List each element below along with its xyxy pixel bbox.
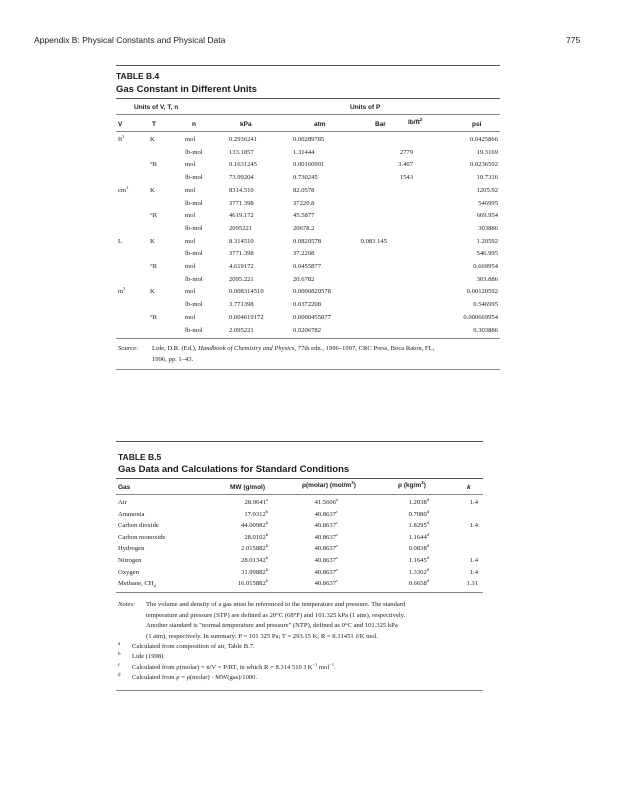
table-cell: 0.0820578: [293, 237, 322, 245]
table-b5-label: TABLE B.5: [118, 452, 162, 462]
footnote-mark: d: [118, 673, 121, 679]
table-cell: lb-mol: [185, 326, 203, 334]
table-cell: mol: [185, 212, 196, 220]
table-b4-col-psi: psi: [472, 121, 482, 128]
footnote-mark: b: [118, 652, 121, 658]
table-cell: 0.004619172: [229, 313, 264, 321]
table-cell: 0.1631245: [229, 161, 258, 169]
molecular-weight: 28.01342$^b$: [241, 554, 268, 564]
molecular-weight: 2.015882$^b$: [241, 543, 268, 553]
molar-density: 41.5606$^a$: [314, 496, 338, 506]
footnote-text: Lide (1998).: [132, 653, 165, 661]
table-cell: 0.669954: [473, 263, 498, 270]
density: 0.0838$^d$: [408, 543, 429, 553]
table-b5-col-mw: MW (g/mol): [230, 484, 266, 491]
table-b5-title-rule: [116, 478, 483, 479]
table-cell: 0.00160991: [293, 161, 325, 169]
table-cell: L: [118, 237, 123, 245]
table-cell: 2095.221: [229, 275, 254, 283]
molecular-weight: 28.9641$^a$: [244, 496, 268, 506]
table-cell: 1.20592: [476, 237, 498, 245]
heat-capacity-ratio: 1.31: [466, 580, 478, 588]
table-cell: 73.99204: [229, 174, 254, 182]
table-b5-bottom-rule: [116, 592, 483, 593]
table-b5-title: Gas Data and Calculations for Standard Conditions: [118, 464, 350, 475]
footnote-text: Calculated from ρ = ρ(molar) · MW(gas)/1000.: [132, 674, 258, 682]
table-cell: K: [150, 136, 155, 143]
table-b5-col-k: k: [467, 484, 471, 491]
table-b5-top-rule: [116, 441, 483, 442]
table-cell: lb-mol: [185, 148, 203, 156]
table-cell: °R: [150, 161, 158, 169]
table-cell: 0.000669954: [463, 313, 498, 321]
density: 1.2038$^d$: [408, 496, 429, 506]
table-cell: 0.00289785: [293, 136, 325, 143]
table-b5-note-line: The volume and density of a gas must be referenced to the temperature and pressure. The standard: [146, 601, 406, 608]
density: 1.1644$^d$: [408, 531, 429, 541]
table-cell: 3771.398: [229, 250, 254, 258]
table-b4-bottom-rule: [116, 338, 500, 339]
table-cell: 82.0578: [293, 186, 315, 194]
table-cell: 45.5877: [293, 212, 315, 220]
table-cell: mol: [185, 186, 196, 194]
gas-name: Hydrogen: [118, 545, 145, 553]
table-b4-col-kpa: kPa: [240, 121, 252, 128]
table-cell: 1543: [399, 174, 413, 182]
table-cell: $ft^3$: [118, 133, 125, 143]
table-cell: 0.008314510: [229, 288, 264, 296]
gas-name: Oxygen: [118, 568, 139, 576]
density: 1.8295$^d$: [408, 520, 429, 530]
table-cell: 133.1857: [229, 148, 254, 156]
table-b4-header-rule: [116, 131, 500, 132]
table-b5-notes-label: Notes:: [118, 601, 136, 608]
gas-name: Carbon dioxide: [118, 522, 159, 530]
molecular-weight: 28.0102$^b$: [244, 531, 268, 541]
table-cell: °R: [150, 263, 158, 270]
footnote-text: Calculated from ρ(molar) = n/V = P/RT, in which R = 8.314 510 J $K^{-1}$ mol$^{-1}$.: [132, 661, 336, 671]
table-b4-group-left: Units of V, T, n: [134, 104, 179, 111]
density: 0.7080$^d$: [408, 508, 429, 518]
table-cell: 0.546995: [473, 301, 498, 309]
table-b4-col-bar: Bar: [375, 121, 386, 128]
table-cell: 2095221: [229, 224, 253, 232]
table-cell: lb-mol: [185, 275, 203, 283]
table-cell: 669.954: [476, 212, 498, 220]
table-cell: K: [150, 237, 155, 245]
table-cell: mol: [185, 161, 196, 169]
table-cell: lb-mol: [185, 174, 203, 182]
running-header: Appendix B: Physical Constants and Physical Data: [34, 35, 226, 45]
table-b5-col-rho: ρ $(kg/m^3)$: [398, 479, 426, 489]
table-cell: K: [150, 288, 155, 296]
table-cell: °R: [150, 313, 158, 321]
table-cell: 19.3169: [476, 148, 498, 156]
table-cell: mol: [185, 313, 196, 321]
table-cell: 2.095221: [229, 326, 254, 334]
table-cell: $cm^3$: [118, 184, 129, 194]
molar-density: 40.8637$^c$: [314, 543, 338, 553]
table-cell: mol: [185, 237, 196, 245]
footnote-mark: c: [118, 662, 121, 668]
footnote-mark: a: [118, 642, 121, 647]
table-b4-col-atm: atm: [314, 121, 326, 128]
gas-name: Nitrogen: [118, 557, 142, 564]
table-cell: 0.0455877: [293, 263, 322, 270]
table-cell: 0.0425866: [469, 136, 498, 143]
molecular-weight: 44.00982$^b$: [241, 520, 268, 530]
table-b4-source-line2: 1996, pp. 1–43.: [152, 356, 194, 363]
table-cell: mol: [185, 288, 196, 296]
heat-capacity-ratio: 1.4: [469, 557, 478, 564]
table-b4-title: Gas Constant in Different Units: [116, 84, 257, 95]
table-b4-col-n: n: [192, 121, 196, 128]
heat-capacity-ratio: 1.4: [469, 499, 478, 506]
molecular-weight: 31.99882$^b$: [241, 566, 268, 576]
table-cell: 0.303886: [473, 326, 498, 334]
table-cell: 8314.510: [229, 186, 254, 194]
table-cell: 3771.398: [229, 199, 254, 207]
table-cell: 4619.172: [229, 212, 254, 220]
table-cell: 0.2936241: [229, 136, 258, 143]
table-cell: 546995: [478, 199, 498, 207]
table-cell: 0.0236592: [469, 161, 498, 169]
table-b4-source-line1: Lide, D.R. (Ed.), Handbook of Chemistry and Physics, 77th edn., 1996–1997, CRC Press, Boca Raton, FL,: [152, 345, 435, 352]
table-cell: lb-mol: [185, 250, 203, 258]
table-b4-source-label: Source:: [118, 345, 139, 352]
table-b4-group-right-rule: [226, 114, 500, 115]
gas-name: Ammonia: [118, 510, 145, 518]
table-cell: 0.730245: [293, 174, 318, 182]
table-cell: 303886: [478, 224, 498, 232]
table-b5-header-rule: [116, 494, 483, 495]
gas-name: Carbon monoxide: [118, 533, 166, 541]
gas-name: Air: [118, 499, 127, 506]
table-cell: 3.771398: [229, 301, 254, 309]
table-cell: 37.2208: [293, 250, 315, 258]
footnote-text: Calculated from composition of air, Table B.7.: [132, 643, 255, 650]
heat-capacity-ratio: 1.4: [469, 568, 478, 576]
table-cell: 546.995: [476, 250, 498, 258]
molar-density: 40.8637$^c$: [314, 531, 338, 541]
molar-density: 40.8637$^c$: [314, 578, 338, 588]
table-b4-end-rule: [116, 369, 500, 370]
table-cell: K: [150, 186, 155, 194]
heat-capacity-ratio: 1.4: [469, 522, 478, 530]
density: 1.1645$^d$: [408, 554, 429, 564]
molar-density: 40.8637$^c$: [314, 520, 338, 530]
table-b4-group-left-rule: [116, 114, 232, 115]
table-b5-note-line: temperature and pressure (STP) are defined as 20°C (68°F) and 101.325 kPa (1 atm), respectively.: [146, 611, 406, 619]
table-cell: mol: [185, 263, 196, 270]
table-cell: 0.0372208: [293, 301, 322, 309]
table-cell: °R: [150, 212, 158, 220]
molar-density: 40.8637$^c$: [314, 566, 338, 576]
table-b5-note-line: Another standard is "normal temperature and pressure" (NTP), defined as 0°C and 101.325 kPa: [146, 622, 398, 629]
table-cell: lb-mol: [185, 301, 203, 309]
table-cell: 2779: [399, 148, 413, 156]
table-cell: lb-mol: [185, 224, 203, 232]
table-b5-note-line: (1 atm), respectively. In summary: P = 101 325 Pa; T = 293.15 K; R = 8.31451 J/K mol.: [146, 632, 379, 640]
table-b4-col-v: V: [118, 121, 123, 128]
molecular-weight: 17.0312$^b$: [244, 508, 268, 518]
table-cell: 10.7316: [476, 174, 498, 182]
table-cell: 0.00120592: [466, 288, 498, 296]
table-cell: 8.314510: [229, 237, 254, 245]
table-cell: 0.083 145: [360, 237, 387, 245]
table-b5-col-rho-molar: ρ(molar) $(mol/m^3)$: [302, 479, 356, 489]
gas-name: Methane, $CH_4$: [118, 580, 156, 589]
table-b4-label: TABLE B.4: [116, 71, 160, 81]
density: 1.3302$^d$: [408, 566, 429, 576]
table-cell: 20678.2: [293, 224, 315, 232]
table-cell: 20.6782: [293, 275, 315, 283]
table-b5-col-gas: Gas: [118, 484, 131, 491]
table-cell: 0.0000455877: [293, 313, 331, 321]
table-b4-col-lbft2: $lb/ft^2$: [408, 116, 423, 126]
table-cell: 1205.92: [476, 186, 498, 194]
table-cell: 37220.8: [293, 199, 315, 207]
molar-density: 40.8637$^c$: [314, 508, 338, 518]
table-cell: 3.407: [398, 161, 413, 169]
table-b4-group-right: Units of P: [350, 104, 381, 111]
molecular-weight: 16.015882$^b$: [237, 578, 268, 588]
table-cell: $m^3$: [118, 286, 126, 296]
table-cell: lb-mol: [185, 199, 203, 207]
table-cell: 4.619172: [229, 263, 254, 270]
molar-density: 40.8637$^c$: [314, 554, 338, 564]
table-cell: 1.31444: [293, 148, 315, 156]
table-cell: 0.0206782: [293, 326, 322, 334]
table-b4-col-t: T: [152, 121, 156, 128]
page-number: 775: [566, 35, 581, 45]
table-b4-title-rule: [116, 98, 500, 99]
table-b5-end-rule: [116, 690, 483, 691]
table-cell: mol: [185, 136, 196, 143]
density: 0.6658$^d$: [408, 578, 429, 588]
table-cell: 303.886: [476, 275, 498, 283]
table-cell: 0.0000820578: [293, 288, 331, 296]
table-b4-top-rule: [116, 65, 500, 66]
